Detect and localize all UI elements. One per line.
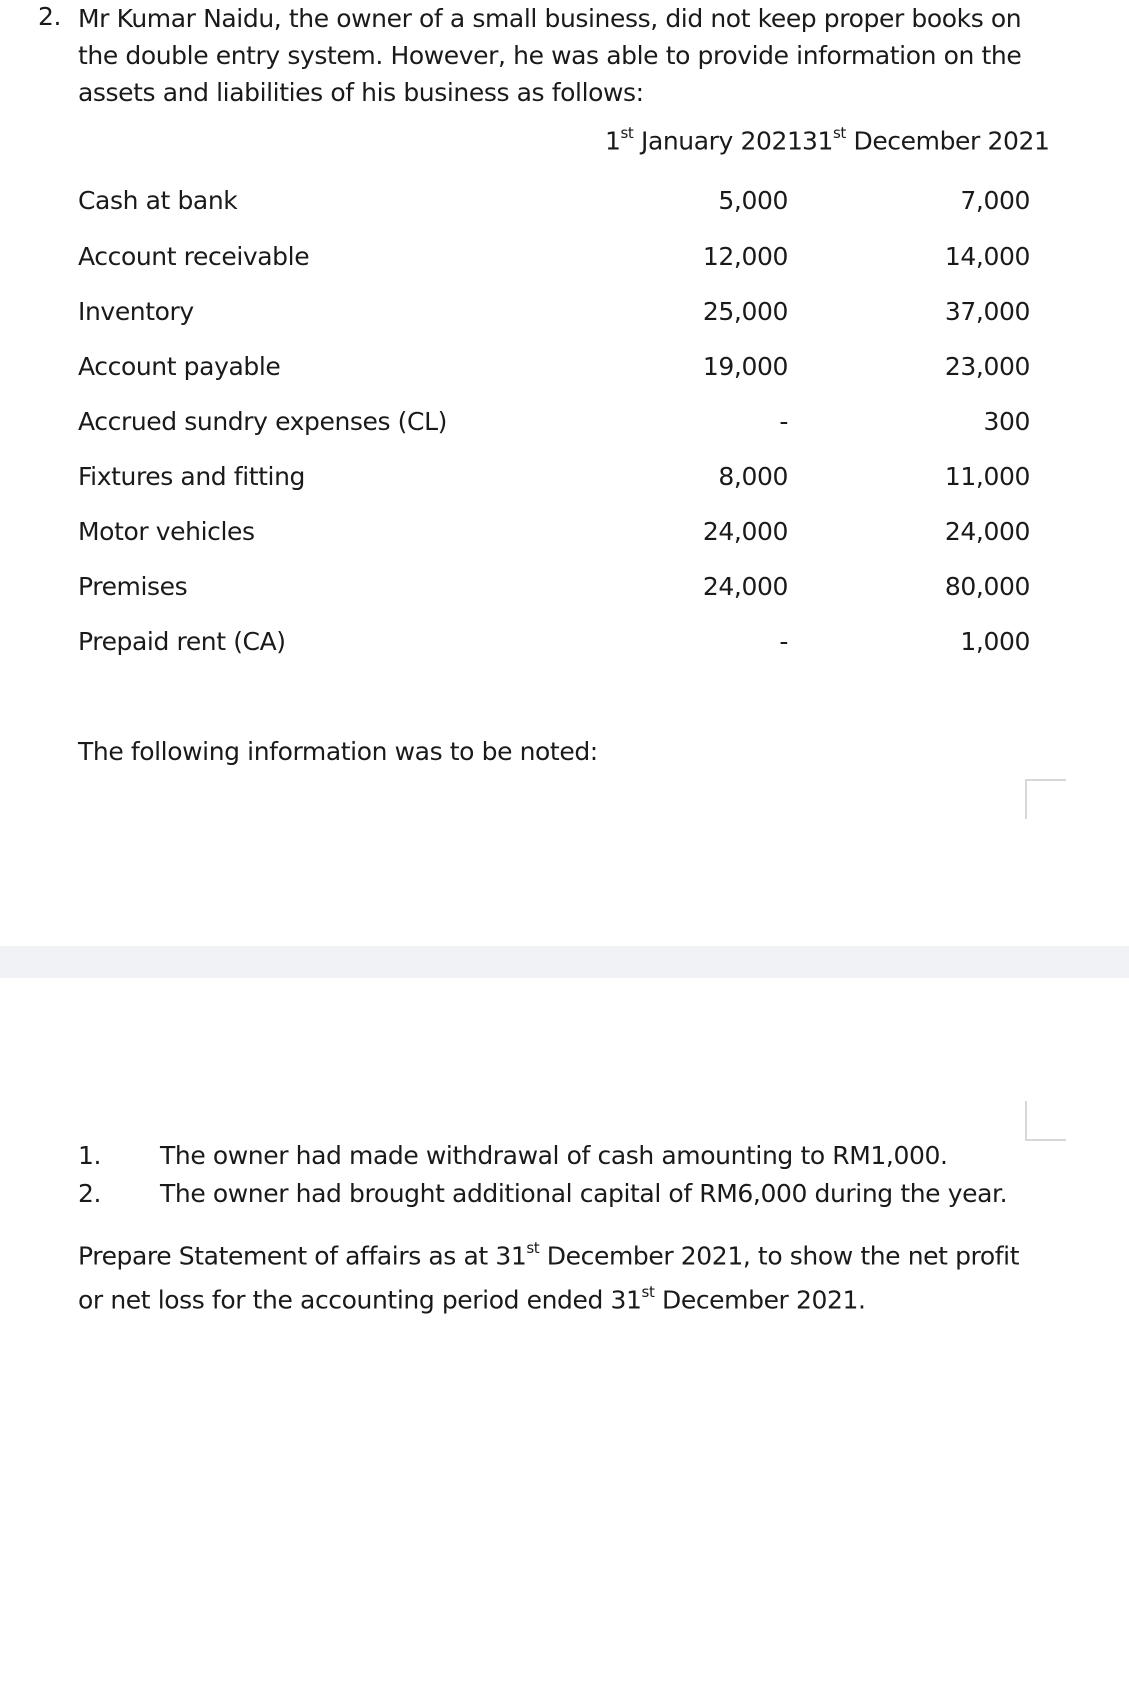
row-label: Account receivable	[78, 242, 310, 271]
crop-mark	[1025, 1101, 1066, 1141]
row-value-start: 24,000	[702, 517, 788, 546]
row-value-start: 5,000	[718, 186, 788, 215]
row-label: Account payable	[78, 352, 281, 381]
row-label: Cash at bank	[78, 186, 238, 215]
row-label: Fixtures and fitting	[78, 462, 306, 491]
row-value-end: 300	[983, 407, 1030, 436]
note-text: The owner had brought additional capital of RM6,000 during the year.	[160, 1179, 1008, 1208]
page-divider	[0, 946, 1129, 978]
row-value-start: 25,000	[702, 297, 788, 326]
row-label: Accrued sundry expenses (CL)	[78, 407, 447, 436]
row-value-end: 11,000	[944, 462, 1030, 491]
row-value-start: 8,000	[718, 462, 788, 491]
row-value-end: 14,000	[944, 242, 1030, 271]
row-value-end: 23,000	[944, 352, 1030, 381]
question-number: 2.	[38, 2, 62, 31]
row-value-start: 12,000	[702, 242, 788, 271]
row-label: Inventory	[78, 297, 194, 326]
note-text: The owner had made withdrawal of cash amounting to RM1,000.	[160, 1141, 948, 1170]
crop-mark	[1025, 779, 1066, 819]
row-value-end: 24,000	[944, 517, 1030, 546]
row-value-start: -	[779, 407, 788, 436]
row-label: Motor vehicles	[78, 517, 255, 546]
row-value-end: 1,000	[960, 627, 1030, 656]
row-value-start: -	[779, 627, 788, 656]
note-number: 1.	[78, 1141, 102, 1170]
row-value-start: 24,000	[702, 572, 788, 601]
task-instruction: Prepare Statement of affairs as at 31st December 2021, to show the net profit or net loss for the accounting period ended 31st December 2021.	[78, 1239, 1020, 1315]
row-value-end: 7,000	[960, 186, 1030, 215]
row-value-end: 80,000	[944, 572, 1030, 601]
row-label: Premises	[78, 572, 188, 601]
row-label: Prepaid rent (CA)	[78, 627, 286, 656]
row-value-start: 19,000	[702, 352, 788, 381]
question-intro: Mr Kumar Naidu, the owner of a small business, did not keep proper books on the double entry system. However, he was able to provide information on the assets and liabilities of his business as follows:	[78, 4, 1022, 107]
notes-heading: The following information was to be noted:	[78, 737, 598, 766]
column-header-start: 1st January 2021	[605, 124, 803, 156]
column-header-end: 31st December 2021	[802, 124, 1050, 156]
row-value-end: 37,000	[944, 297, 1030, 326]
note-number: 2.	[78, 1179, 102, 1208]
